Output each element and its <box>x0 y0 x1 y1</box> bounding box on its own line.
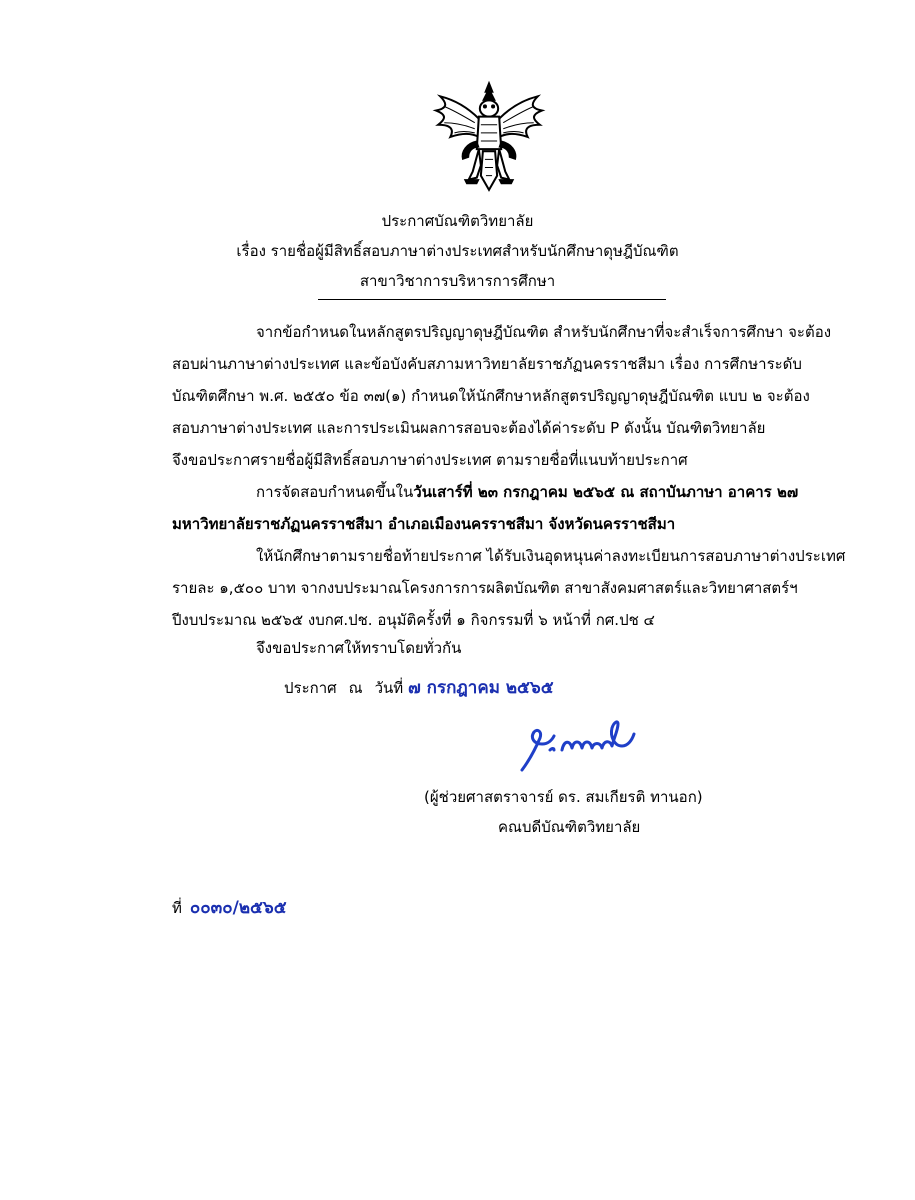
header <box>0 206 915 296</box>
document-number <box>172 892 287 924</box>
schedule-lead: การจัดสอบกำหนดขึ้นใน <box>256 483 414 501</box>
closing-statement: จึงขอประกาศให้ทราบโดยทั่วกัน <box>256 639 462 657</box>
announce-label: ประกาศ <box>284 679 337 697</box>
paragraph-line: สอบผ่านภาษาต่างประเทศ และข้อบังคับสภามหาวิทยาลัยราชภัฏนครราชสีมา เรื่อง การศึกษาระดับ <box>172 355 802 373</box>
exam-venue: มหาวิทยาลัยราชภัฏนครราชสีมา อำเภอเมืองนครราชสีมา จังหวัดนครราชสีมา <box>172 515 676 533</box>
date-value: ๗ กรกฎาคม ๒๕๖๕ <box>407 678 554 698</box>
signer-title: คณบดีบัณฑิตวิทยาลัย <box>498 818 641 836</box>
signer-name: (ผู้ช่วยศาสตราจารย์ ดร. สมเกียรติ ทานอก) <box>424 788 703 806</box>
subject-line: เรื่อง รายชื่อผู้มีสิทธิ์สอบภาษาต่างประเทศสำหรับนักศึกษาดุษฎีบัณฑิต <box>236 242 679 260</box>
paragraph-subsidy <box>172 540 846 636</box>
paragraph-line: บัณฑิตศึกษา พ.ศ. ๒๕๕๐ ข้อ ๓๗(๑) กำหนดให้นักศึกษาหลักสูตรปริญญาดุษฎีบัณฑิต แบบ ๒ จะต้อง <box>172 387 810 405</box>
paragraph-line: จึงขอประกาศรายชื่อผู้มีสิทธิ์สอบภาษาต่างประเทศ ตามรายชื่อที่แนบท้ายประกาศ <box>172 451 688 469</box>
announcement-date <box>284 672 554 704</box>
garuda-emblem-icon <box>428 78 550 200</box>
document-number-value: ๐๐๓๐/๒๕๖๕ <box>189 898 287 918</box>
handwritten-signature <box>514 716 664 778</box>
paragraph-line: รายละ ๑,๕๐๐ บาท จากงบประมาณโครงการการผลิตบัณฑิต สาขาสังคมศาสตร์และวิทยาศาสตร์ฯ <box>172 579 798 597</box>
paragraph-requirements <box>172 316 832 476</box>
exam-date-location: วันเสาร์ที่ ๒๓ กรกฎาคม ๒๕๖๕ ณ สถาบันภาษา อาคาร ๒๗ <box>413 483 799 501</box>
paragraph-line <box>172 476 820 508</box>
date-label: วันที่ <box>374 679 404 697</box>
program-line: สาขาวิชาการบริหารการศึกษา <box>359 272 556 290</box>
at-label: ณ <box>348 679 363 697</box>
paragraph-line: ให้นักศึกษาตามรายชื่อท้ายประกาศ ได้รับเงินอุดหนุนค่าลงทะเบียนการสอบภาษาต่างประเทศ <box>256 547 846 565</box>
paragraph-line: สอบภาษาต่างประเทศ และการประเมินผลการสอบจะต้องได้ค่าระดับ P ดังนั้น บัณฑิตวิทยาลัย <box>172 419 766 437</box>
paragraph-line: ปีงบประมาณ ๒๕๖๕ งบกศ.ปช. อนุมัติครั้งที่ ๑ กิจกรรมที่ ๖ หน้าที่ กศ.ปช ๔ <box>172 611 655 629</box>
issuer-title: ประกาศบัณฑิตวิทยาลัย <box>381 212 534 230</box>
document-number-label: ที่ <box>172 899 182 917</box>
header-divider <box>318 299 666 300</box>
paragraph-exam-schedule <box>172 476 820 540</box>
paragraph-line: จากข้อกำหนดในหลักสูตรปริญญาดุษฎีบัณฑิต สำหรับนักศึกษาที่จะสำเร็จการศึกษา จะต้อง <box>256 323 832 341</box>
